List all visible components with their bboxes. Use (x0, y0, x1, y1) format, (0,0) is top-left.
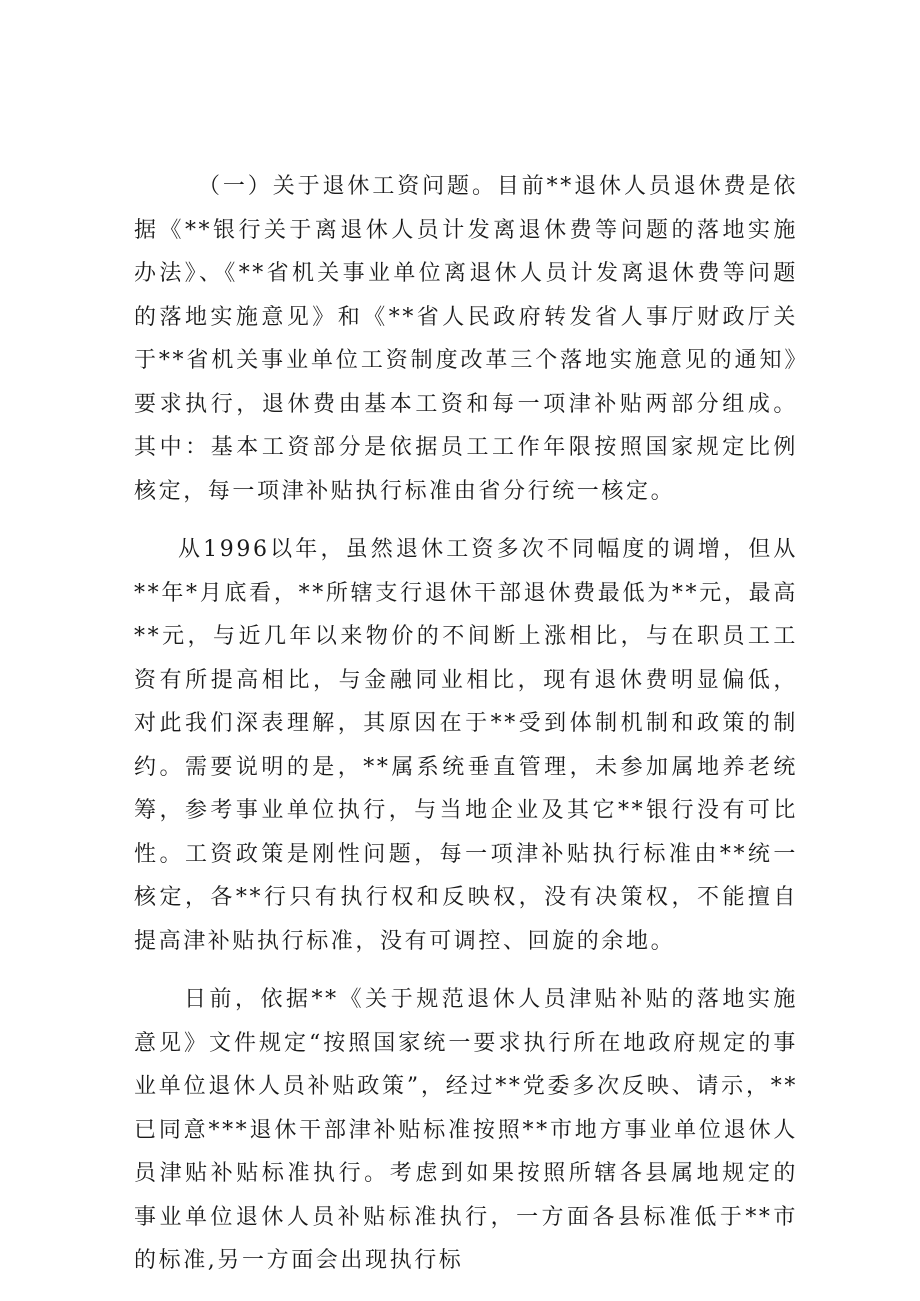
document-body (134, 165, 798, 1298)
paragraph-current-policy: 日前，依据**《关于规范退休人员津贴补贴的落地实施意见》文件规定“按照国家统一要求执行所在地政府规定的事业单位退休人员补贴政策”，经过**党委多次反映、请示，**已同意***退休干部津补贴标准按照**市地方事业单位退休人员津贴补贴标准执行。考虑到如果按照所辖各县属地规定的事业单位退休人员补贴标准执行，一方面各县标准低于**市的标准,另一方面会出现执行标 (134, 987, 798, 1273)
paragraph-retirement-wage: （一）关于退休工资问题。目前**退休人员退休费是依据《**银行关于离退休人员计发离退休费等问题的落地实施办法》、《**省机关事业单位离退休人员计发离退休费等问题的落地实施意见》和《**省人民政府转发省人事厅财政厅关于**省机关事业单位工资制度改革三个落地实施意见的通知》要求执行，退休费由基本工资和每一项津补贴两部分组成。其中：基本工资部分是依据员工工作年限按照国家规定比例核定，每一项津补贴执行标准由省分行统一核定。 (134, 174, 798, 504)
paragraph-wage-analysis: 从1996以年，虽然退休工资多次不同幅度的调增，但从**年*月底看，**所辖支行退休干部退休费最低为**元，最高**元，与近几年以来物价的不间断上涨相比，与在职员工工资有所提高相比，与金融同业相比，现有退休费明显偏低，对此我们深表理解，其原因在于**受到体制机制和政策的制约。需要说明的是，**属系统垂直管理，未参加属地养老统筹，参考事业单位执行，与当地企业及其它**银行没有可比性。工资政策是刚性问题，每一项津补贴执行标准由**统一核定，各**行只有执行权和反映权，没有决策权，不能擅自提高津补贴执行标准，没有可调控、回旋的余地。 (134, 537, 798, 954)
